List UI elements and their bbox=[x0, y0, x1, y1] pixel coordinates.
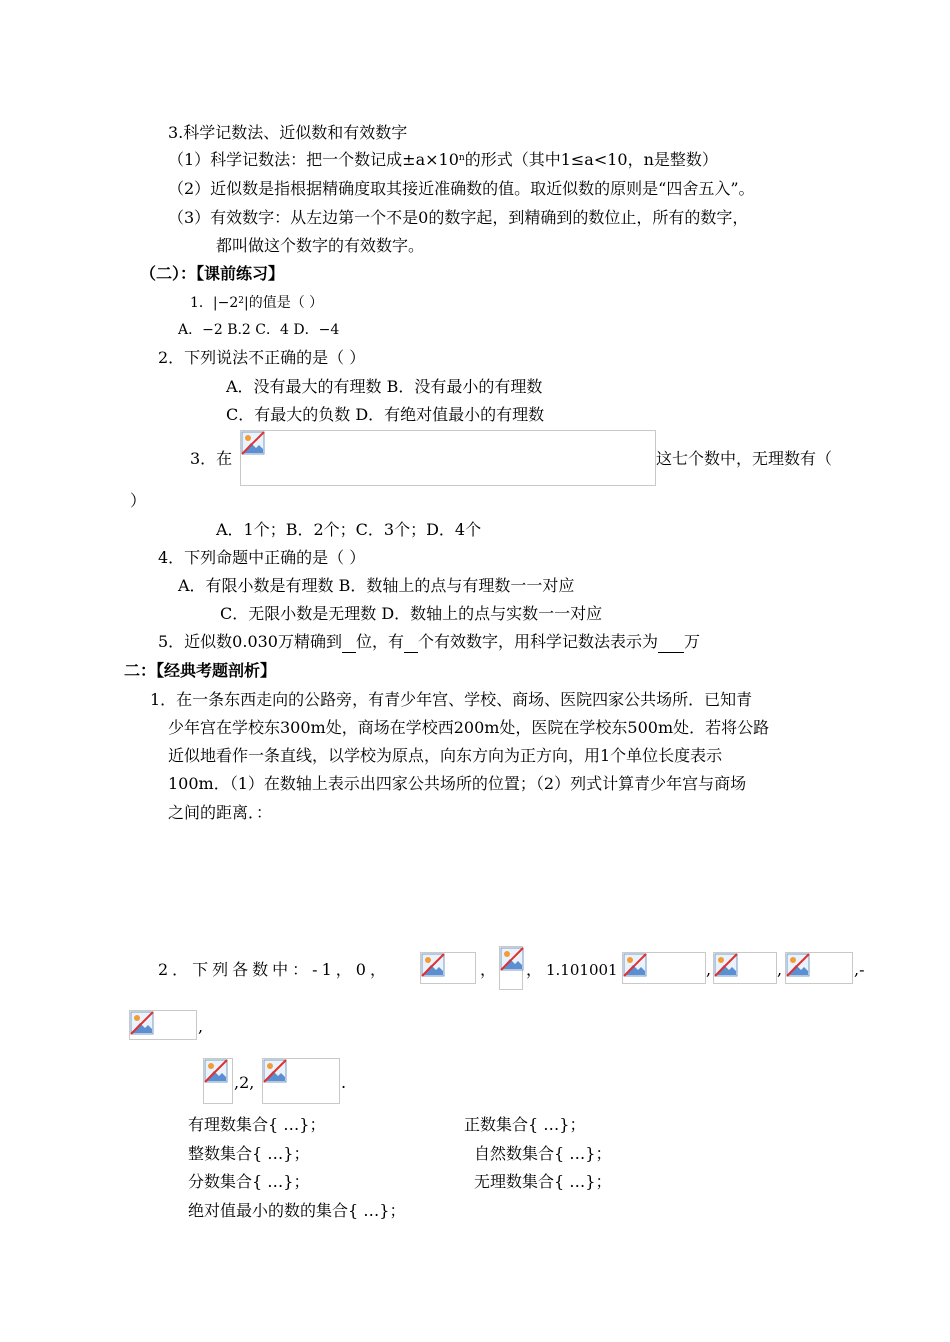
set-irrational: 无理数集合{ …}； bbox=[474, 1172, 612, 1191]
period: . bbox=[341, 1073, 347, 1092]
q4-options-cd: C．无限小数是无理数 D．数轴上的点与实数一一对应 bbox=[220, 604, 603, 623]
p1-line: 少年宫在学校东300m处，商场在学校西200m处，医院在学校东500m处．若将公路 bbox=[168, 718, 770, 737]
q4-options-ab: A．有限小数是有理数 B．数轴上的点与有理数一一对应 bbox=[178, 576, 575, 595]
answer-blank[interactable] bbox=[658, 634, 684, 653]
section-title: 3.科学记数法、近似数和有效数字 bbox=[168, 123, 408, 142]
broken-image-icon bbox=[623, 953, 647, 977]
q3-pre: 3．在 bbox=[190, 449, 233, 468]
number-image bbox=[622, 952, 706, 984]
decimal-number: 1.101001 bbox=[546, 961, 618, 979]
number-image bbox=[262, 1058, 340, 1104]
broken-image-icon bbox=[204, 1059, 228, 1083]
set-positive: 正数集合{ …}； bbox=[464, 1115, 586, 1134]
set-rational: 有理数集合{ …}； bbox=[188, 1115, 326, 1134]
heading-classic: 二：【经典考题剖析】 bbox=[124, 661, 277, 680]
q3-options: A．1个；B．2个；C．3个；D．4个 bbox=[216, 520, 482, 539]
heading-pre-practice: （二）：【课前练习】 bbox=[140, 264, 285, 283]
broken-image-icon bbox=[241, 431, 265, 455]
number-image bbox=[499, 946, 523, 990]
number-image bbox=[785, 952, 853, 984]
q3-post: 这七个数中，无理数有（ bbox=[656, 449, 833, 468]
approx-line: （2）近似数是指根据精确度取其接近准确数的值。取近似数的原则是“四舍五入”。 bbox=[168, 179, 755, 198]
comma: , bbox=[777, 960, 783, 979]
set-fraction: 分数集合{ …}； bbox=[188, 1172, 310, 1191]
q2-options-cd: C．有最大的负数 D．有绝对值最小的有理数 bbox=[226, 405, 545, 424]
q4-stem: 4．下列命题中正确的是（ ） bbox=[158, 548, 366, 567]
broken-image-icon bbox=[786, 953, 810, 977]
broken-image-icon bbox=[500, 947, 524, 971]
sig-fig-line: （3）有效数字：从左边第一个不是0的数字起，到精确到的数位止，所有的数字， bbox=[168, 208, 749, 227]
p2-intro: 2．下列各数中：-1，0， bbox=[158, 960, 390, 979]
comma: ， bbox=[480, 960, 497, 979]
broken-image-icon bbox=[263, 1059, 287, 1083]
p1-line: 之间的距离．： bbox=[168, 803, 273, 822]
q5-stem: 5．近似数0.030万精确到 位，有 个有效数字，用科学记数法表示为 万 bbox=[158, 632, 701, 651]
number-image bbox=[420, 952, 476, 984]
q3-close: ） bbox=[130, 491, 147, 510]
answer-blank[interactable] bbox=[404, 634, 418, 653]
sci-notation-line: （1）科学记数法：把一个数记成$\pm a\times 10^n$的形式（其中1≤a<10，n是整数） bbox=[168, 150, 718, 169]
broken-image-icon bbox=[421, 953, 445, 977]
q2-options-ab: A．没有最大的有理数 B．没有最小的有理数 bbox=[226, 377, 543, 396]
number-image bbox=[129, 1010, 197, 1040]
q1-options: A．−2 B.2 C．4 D．−4 bbox=[178, 322, 340, 338]
p1-line: 100m．（1）在数轴上表示出四家公共场所的位置；（2）列式计算青少年宫与商场 bbox=[168, 774, 747, 793]
q3-numbers-image bbox=[240, 430, 656, 486]
comma: ， bbox=[526, 960, 543, 979]
sig-fig-line-cont: 都叫做这个数字的有效数字。 bbox=[216, 236, 425, 255]
answer-blank[interactable] bbox=[342, 634, 356, 653]
q2-stem: 2．下列说法不正确的是（ ） bbox=[158, 348, 366, 367]
set-integer: 整数集合{ …}； bbox=[188, 1144, 310, 1163]
number-image bbox=[203, 1058, 233, 1104]
broken-image-icon bbox=[130, 1011, 154, 1035]
number-two: ,2, bbox=[234, 1073, 255, 1092]
set-min-abs: 绝对值最小的数的集合{ …}； bbox=[188, 1201, 406, 1220]
set-natural: 自然数集合{ …}； bbox=[474, 1144, 612, 1163]
q1-stem: 1．$|-2^2|$的值是（ ） bbox=[190, 295, 324, 311]
p1-line: 近似地看作一条直线，以学校为原点，向东方向为正方向，用1个单位长度表示 bbox=[168, 746, 723, 765]
p1-line: 1．在一条东西走向的公路旁，有青少年宫、学校、商场、医院四家公共场所．已知青 bbox=[150, 690, 753, 709]
comma: , bbox=[198, 1017, 204, 1036]
minus-sign: ,- bbox=[854, 960, 865, 979]
broken-image-icon bbox=[714, 953, 738, 977]
comma: , bbox=[706, 960, 712, 979]
number-image bbox=[713, 952, 777, 984]
